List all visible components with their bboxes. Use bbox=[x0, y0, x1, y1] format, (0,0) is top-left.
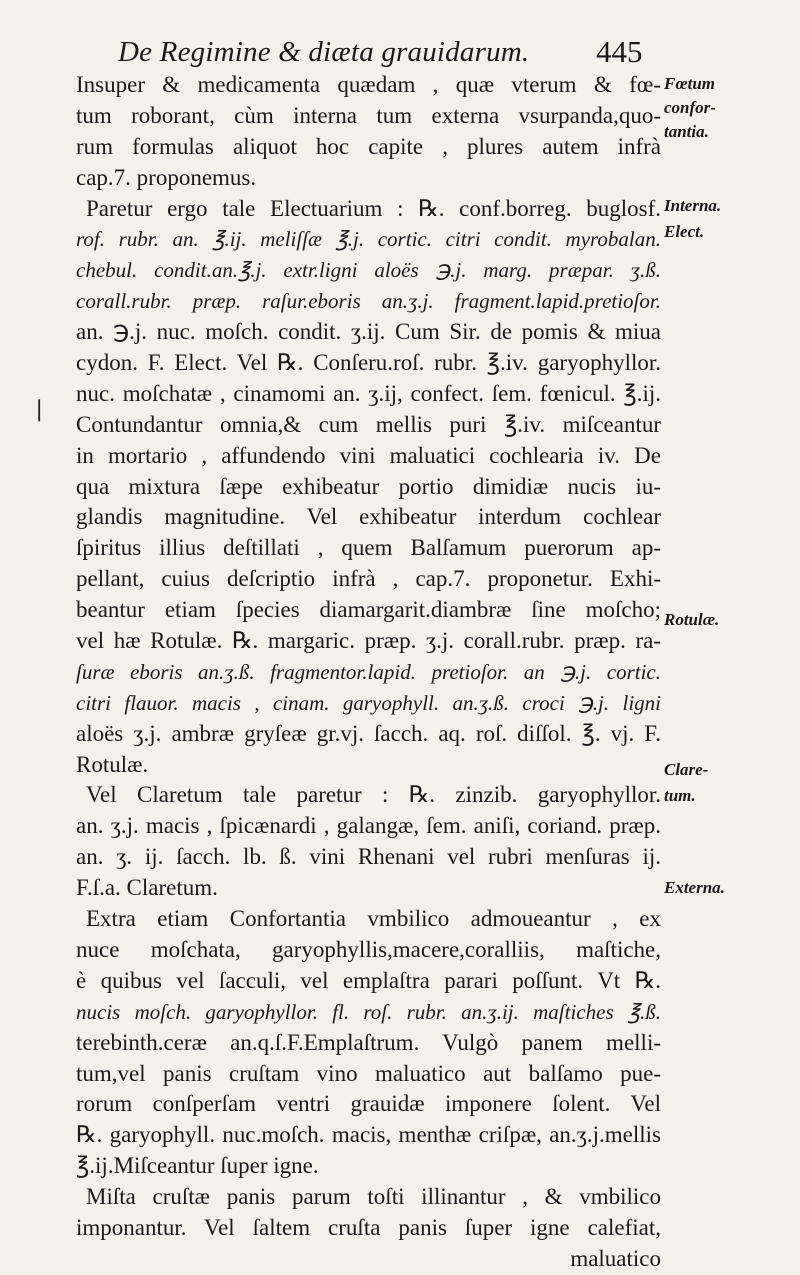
text-line: Insuper & medicamenta quædam , quæ vterum & fœ- bbox=[76, 72, 661, 97]
text-line: an. ℈.j. nuc. moſch. condit. ʒ.ij. Cum Sir. de pomis & miua bbox=[76, 319, 661, 345]
margin-note: tantia. bbox=[664, 122, 709, 141]
main-text bbox=[76, 70, 661, 1275]
text-line: Miſta cruſtæ panis parum toſti illinantur , & vmbilico bbox=[86, 1184, 661, 1210]
text-line: nuce moſchata, garyophyllis,macere,coralliis, maſtiche, bbox=[76, 936, 661, 962]
text-line: in mortario , affundendo vini maluatici cochlearia iv. De bbox=[76, 442, 661, 468]
text-line: tum roborant, cùm interna tum externa vsurpanda,quo- bbox=[76, 102, 661, 128]
margin-mark: ❘ bbox=[30, 396, 49, 421]
catchword: maluatico bbox=[570, 1245, 661, 1271]
text-line: Rotulæ. bbox=[76, 751, 149, 777]
text-line: nucis moſch. garyophyllor. fl. roſ. rubr. an.ʒ.ij. maſtiches ℥.ß. bbox=[76, 999, 661, 1024]
margin-note: Clare- bbox=[664, 760, 709, 779]
text-line: Contundantur omnia,& cum mellis puri ℥.iv. miſceantur bbox=[76, 411, 661, 437]
text-line: imponantur. Vel ſaltem cruſta panis ſuper igne calefiat, bbox=[76, 1214, 661, 1240]
text-line: Extra etiam Confortantia vmbilico admoueantur , ex bbox=[86, 906, 661, 932]
margin-note: confor- bbox=[664, 98, 716, 117]
text-line: qua mixtura ſæpe exhibeatur portio dimidiæ nucis iu- bbox=[76, 473, 661, 499]
text-line: è quibus vel ſacculi, vel emplaſtra parari poſſunt. Vt ℞. bbox=[76, 967, 661, 993]
text-line: Paretur ergo tale Electuarium : ℞. conf.borreg. buglosf. bbox=[86, 195, 661, 221]
text-line: an. ʒ.j. macis , ſpicænardi , galangæ, ſem. aniſi, coriand. præp. bbox=[76, 813, 661, 839]
margin-note: Fœtum bbox=[664, 74, 716, 93]
margin-note: tum. bbox=[664, 786, 696, 805]
text-line: vel hæ Rotulæ. ℞. margaric. præp. ʒ.j. corall.rubr. præp. ra- bbox=[76, 628, 661, 654]
margin-note: Rotulæ. bbox=[664, 610, 720, 629]
text-line: citri flauor. macis , cinam. garyophyll. an.ʒ.ß. croci ℈.j. ligni bbox=[76, 690, 661, 715]
page-header bbox=[0, 30, 800, 74]
text-line: an. ʒ. ij. ſacch. lb. ß. vini Rhenani vel rubri menſuras ij. bbox=[76, 844, 661, 870]
margin-note: Externa. bbox=[664, 878, 725, 897]
text-line: rorum conſperſam ventri grauidæ imponere ſolent. Vel bbox=[76, 1091, 661, 1117]
text-line: beantur etiam ſpecies diamargarit.diambræ ſine moſcho; bbox=[76, 597, 661, 623]
text-line: aloës ʒ.j. ambræ gryſeæ gr.vj. ſacch. aq. roſ. diſſol. ℥. vj. F. bbox=[76, 720, 661, 746]
text-line: cydon. F. Elect. Vel ℞. Conſeru.roſ. rubr. ℥.iv. garyophyllor. bbox=[76, 350, 661, 376]
text-line: glandis magnitudine. Vel exhibeatur interdum cochlear bbox=[76, 504, 661, 530]
text-line: tum,vel panis cruſtam vino maluatico aut balſamo pue- bbox=[76, 1060, 661, 1086]
page-number: 445 bbox=[596, 34, 643, 69]
running-head: De Regimine & diæta grauidarum. bbox=[118, 36, 530, 68]
text-line: ℞. garyophyll. nuc.moſch. macis, menthæ criſpæ, an.ʒ.j.mellis bbox=[76, 1122, 661, 1148]
text-line: ſpiritus illius deſtillati , quem Balſamum puerorum ap- bbox=[76, 535, 661, 561]
text-line: pellant, cuius deſcriptio infrà , cap.7. proponetur. Exhi- bbox=[76, 566, 661, 592]
text-line: corall.rubr. præp. raſur.eboris an.ʒ.j. fragment.lapid.pretioſor. bbox=[76, 289, 661, 314]
text-line: chebul. condit.an.℥.j. extr.ligni aloës ℈.j. marg. præpar. ʒ.ß. bbox=[76, 258, 661, 283]
text-line: cap.7. proponemus. bbox=[76, 164, 257, 190]
text-line: rum formulas aliquot hoc capite , plures autem infrà bbox=[76, 133, 661, 159]
text-line: terebinth.ceræ an.q.ſ.F.Emplaſtrum. Vulgò panem melli- bbox=[76, 1029, 661, 1055]
margin-note: Elect. bbox=[664, 222, 705, 241]
text-line: ℥.ij.Miſceantur ſuper igne. bbox=[76, 1153, 319, 1179]
text-line: Vel Claretum tale paretur : ℞. zinzib. garyophyllor. bbox=[86, 782, 661, 808]
text-line: nuc. moſchatæ , cinamomi an. ʒ.ij, confect. ſem. fœnicul. ℥.ij. bbox=[76, 380, 661, 406]
text-line: rof. rubr. an. ℥.ij. meliſſæ ℥.j. cortic. citri condit. myrobalan. bbox=[76, 227, 661, 252]
margin-note: Interna. bbox=[664, 196, 722, 215]
text-line: F.ſ.a. Claretum. bbox=[76, 875, 218, 901]
text-line: ſuræ eboris an.ʒ.ß. fragmentor.lapid. pretioſor. an ℈.j. cortic. bbox=[76, 659, 661, 684]
